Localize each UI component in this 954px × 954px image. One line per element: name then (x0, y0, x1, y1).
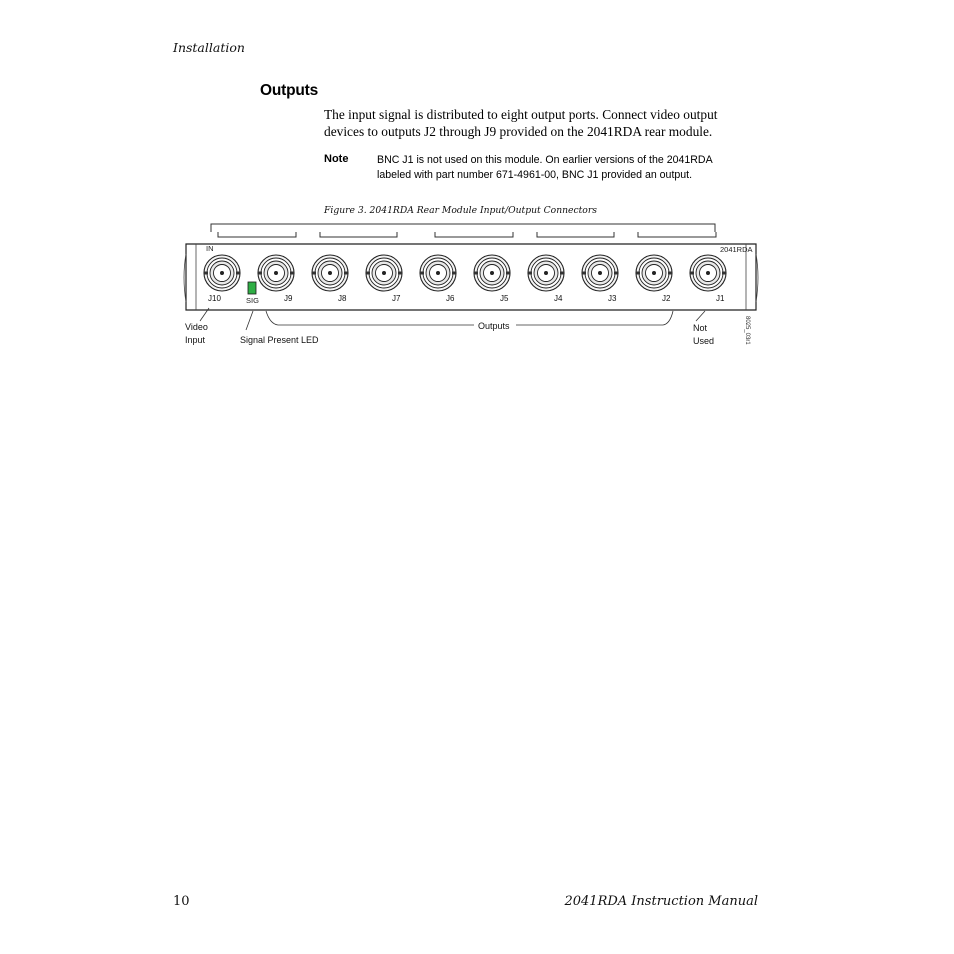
body-paragraph (324, 106, 764, 140)
bnc-center-pin (382, 271, 386, 275)
bnc-pin (420, 272, 424, 275)
bnc-pin (258, 272, 262, 275)
bnc-center-pin (652, 271, 656, 275)
running-header: Installation (173, 40, 245, 55)
bnc-pin (614, 272, 618, 275)
callout-outputs: Outputs (478, 321, 510, 331)
connector-label: J6 (446, 294, 455, 303)
bnc-center-pin (490, 271, 494, 275)
connector-label: J2 (662, 294, 671, 303)
connector-label: J8 (338, 294, 347, 303)
connector-label: J5 (500, 294, 509, 303)
signal-present-led (248, 282, 256, 294)
bnc-pin (506, 272, 510, 275)
bnc-pin (290, 272, 294, 275)
note-line: BNC J1 is not used on this module. On earlier versions of the 2041RDA (377, 154, 713, 166)
figure-caption: Figure 3. 2041RDA Rear Module Input/Output Connectors (324, 205, 597, 216)
bnc-center-pin (436, 271, 440, 275)
connector-label: J1 (716, 294, 725, 303)
panel-model-label: 2041RDA (720, 245, 753, 254)
body-line: devices to outputs J2 through J9 provided on the 2041RDA rear module. (324, 124, 713, 139)
note-label: Note (324, 153, 349, 165)
panel-in-label: IN (206, 244, 214, 253)
callout-video-input: Input (185, 335, 206, 345)
callout-video-input: Video (185, 322, 208, 332)
bnc-pin (474, 272, 478, 275)
bnc-pin (560, 272, 564, 275)
bnc-center-pin (706, 271, 710, 275)
bnc-center-pin (274, 271, 278, 275)
note-line: labeled with part number 671-4961-00, BNC J1 provided an output. (377, 169, 693, 181)
drawing-id: 8025_03r1 (744, 316, 750, 345)
bnc-pin (452, 272, 456, 275)
manual-title: 2041RDA Instruction Manual (564, 894, 758, 909)
bnc-pin (636, 272, 640, 275)
bnc-pin (582, 272, 586, 275)
bnc-center-pin (328, 271, 332, 275)
bnc-pin (690, 272, 694, 275)
section-title: Outputs (260, 82, 319, 99)
bnc-pin (312, 272, 316, 275)
callout-not-used: Not (693, 323, 708, 333)
bnc-pin (528, 272, 532, 275)
body-line: The input signal is distributed to eight output ports. Connect video output (324, 107, 718, 122)
bnc-center-pin (544, 271, 548, 275)
callout-not-used: Used (693, 336, 715, 346)
page-number: 10 (173, 894, 190, 909)
connector-label: J9 (284, 294, 293, 303)
rear-module-diagram (178, 220, 768, 355)
card-edge-outline (211, 224, 716, 237)
bnc-pin (668, 272, 672, 275)
bnc-pin (204, 272, 208, 275)
bnc-pin (366, 272, 370, 275)
bnc-center-pin (220, 271, 224, 275)
connector-label: J10 (208, 294, 221, 303)
bnc-pin (722, 272, 726, 275)
connector-label: J3 (608, 294, 617, 303)
led-label: SIG (246, 296, 259, 305)
connector-label: J7 (392, 294, 401, 303)
bnc-pin (398, 272, 402, 275)
connector-label: J4 (554, 294, 563, 303)
bnc-pin (236, 272, 240, 275)
note-text (377, 153, 737, 183)
bnc-center-pin (598, 271, 602, 275)
bnc-pin (344, 272, 348, 275)
callout-signal-led: Signal Present LED (240, 335, 319, 345)
